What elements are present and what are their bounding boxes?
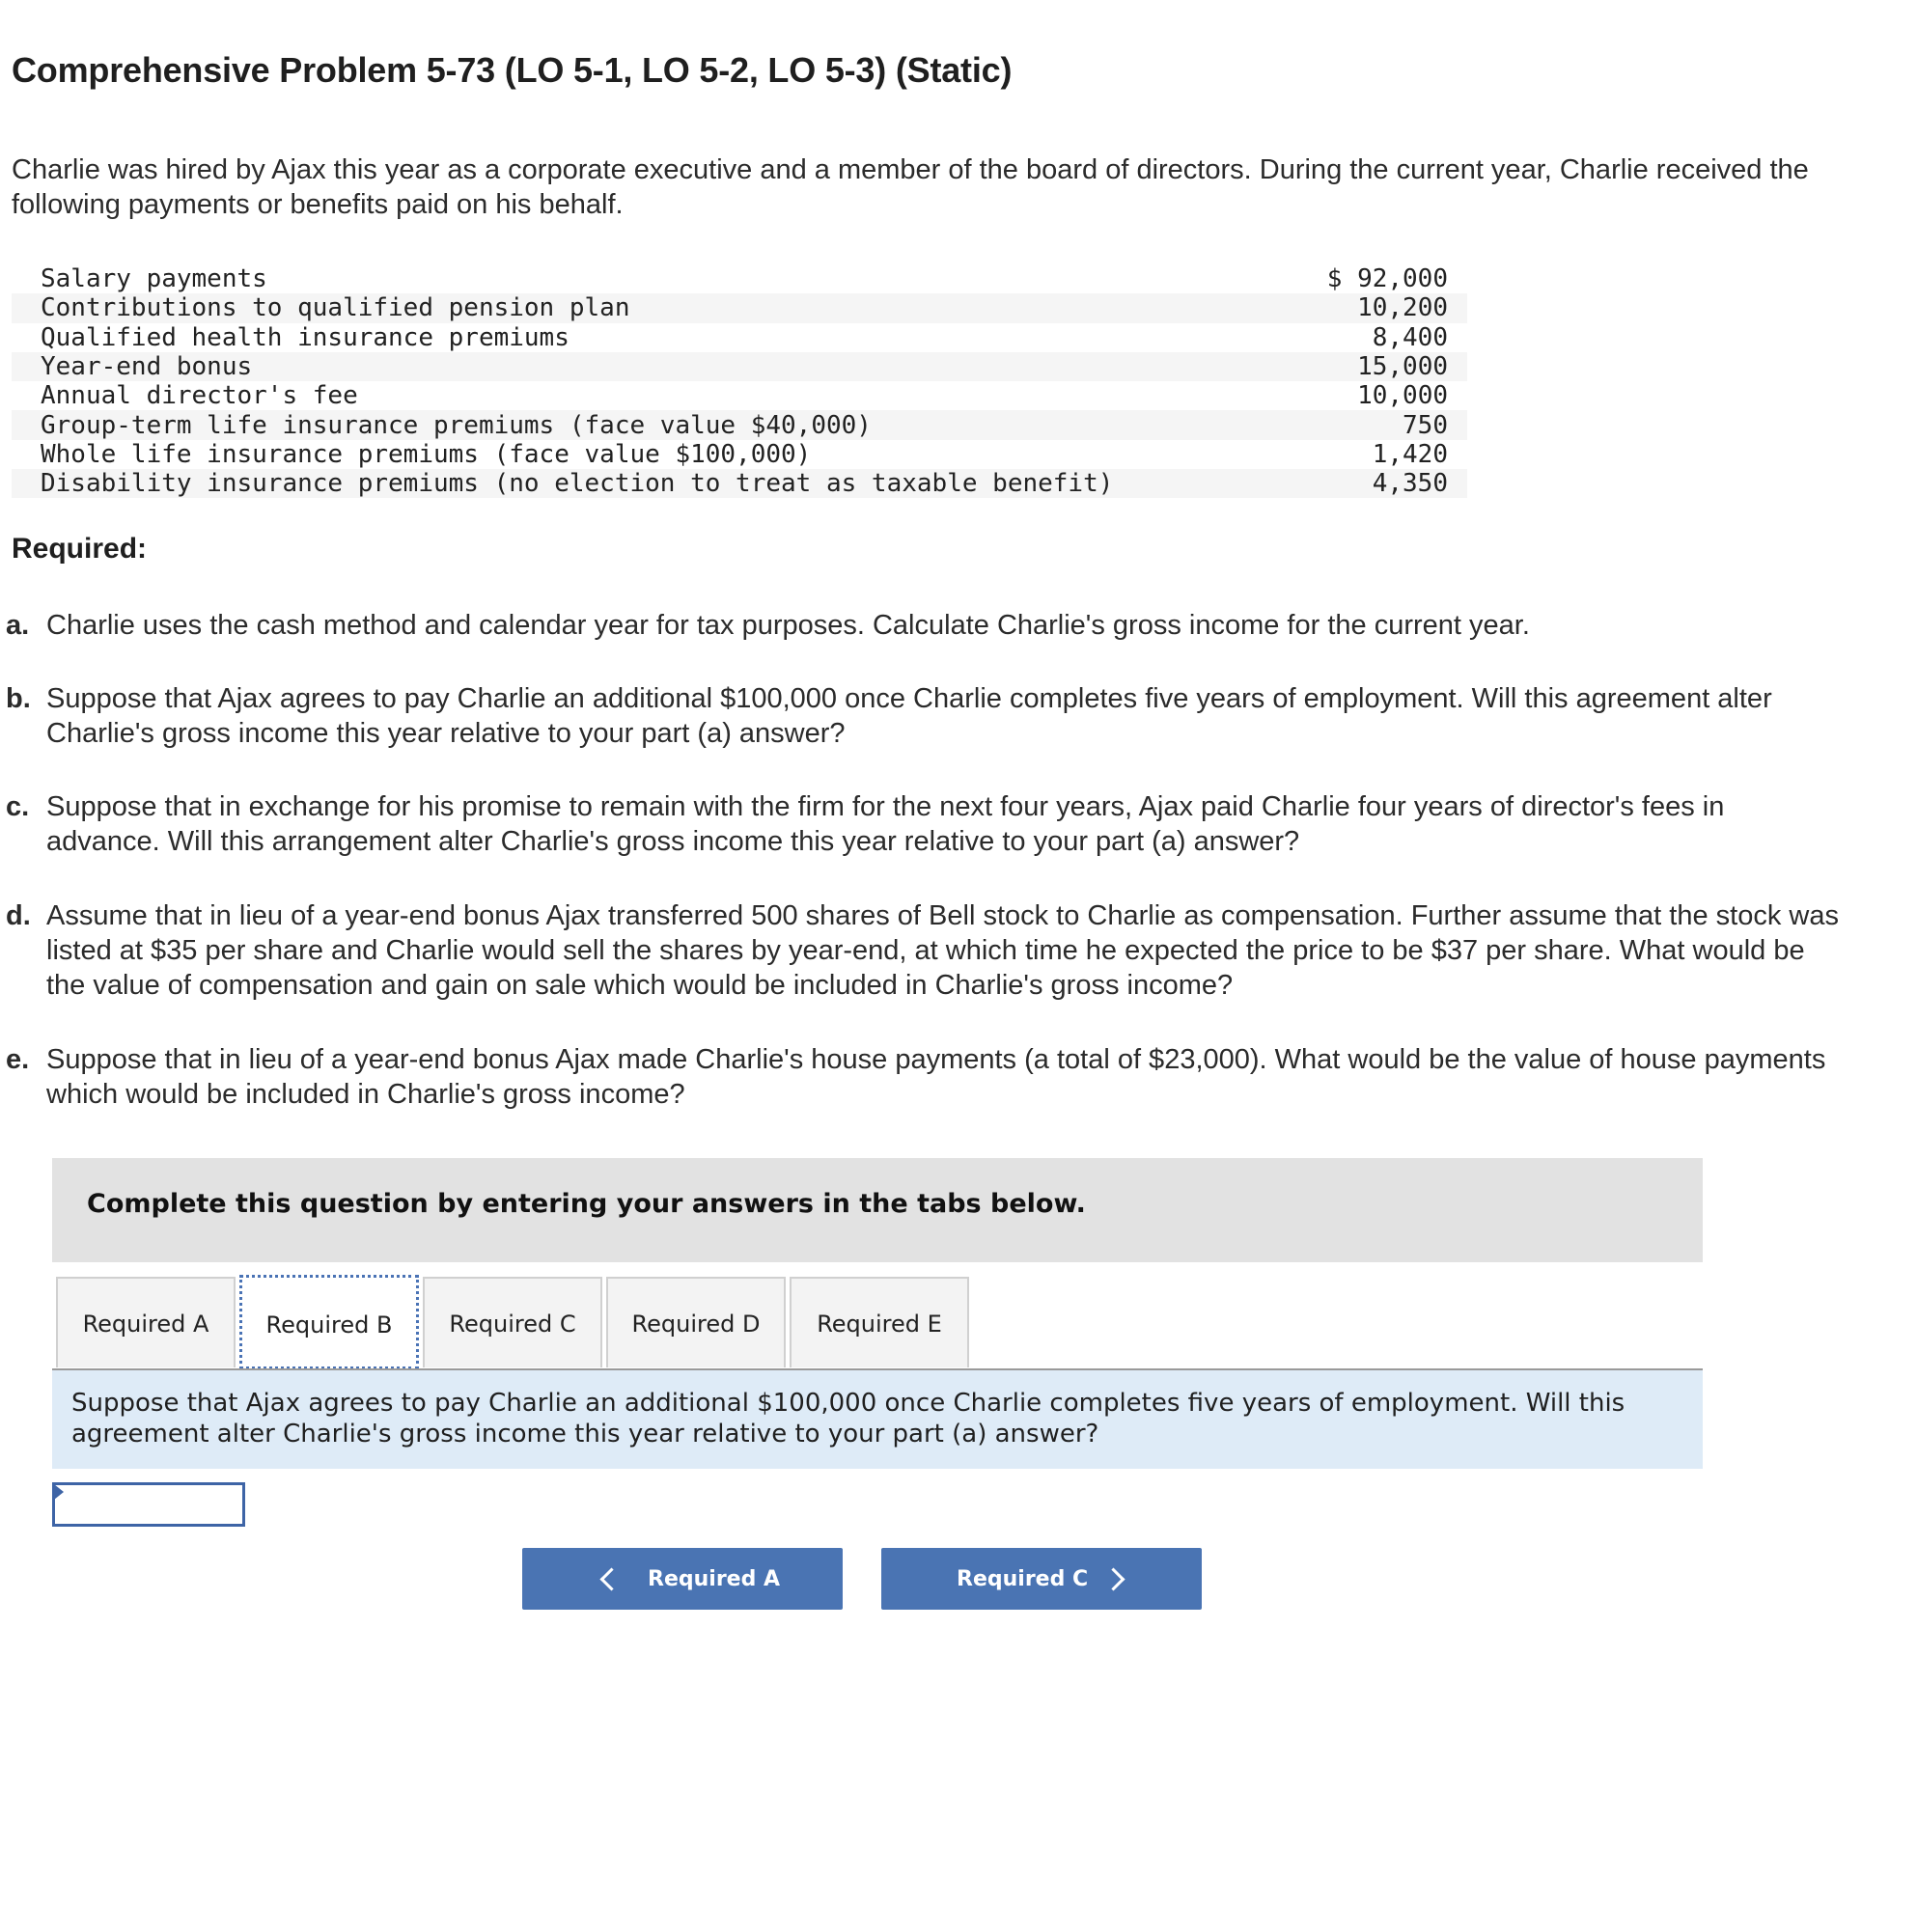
table-row [12,323,1467,352]
tab-required-c[interactable]: Required C [423,1277,602,1367]
tab-required-b[interactable]: Required B [239,1275,419,1369]
payment-amount: 4,350 [1197,469,1467,498]
next-button-label: Required C [957,1567,1089,1591]
answer-dropdown[interactable] [52,1482,245,1527]
payment-label: Salary payments [41,264,267,294]
instruction-banner [52,1158,1703,1262]
instruction-text: Complete this question by entering your answers in the tabs below. [87,1189,1086,1219]
payment-amount: 8,400 [1372,322,1448,352]
question-text: Suppose that in exchange for his promise to remain with the firm for the next four years, Ajax paid Charlie four years of director's fees in advance. Will this arrangement alter Charlie's gross income this year relative to your part (a) answer? [46,791,1725,857]
chevron-right-icon [1101,1567,1125,1590]
payment-label: Disability insurance premiums (no election to treat as taxable benefit) [12,469,1197,498]
table-row [12,440,1467,469]
table-row [12,381,1467,410]
question-text: Charlie uses the cash method and calendar year for tax purposes. Calculate Charlie's gross income for the current year. [46,610,1530,641]
question-b [6,681,1840,751]
payment-label: Year-end bonus [12,352,1197,381]
table-row [12,264,1467,293]
payment-label: Contributions to qualified pension plan [12,293,1197,322]
payment-amount: 10,200 [1197,293,1467,322]
question-letter: c. [6,791,30,822]
payments-table [12,264,1467,498]
question-letter: d. [6,900,31,931]
payment-label: Group-term life insurance premiums (face value $40,000) [12,410,1197,439]
panel-question-text: Suppose that Ajax agrees to pay Charlie an additional $100,000 once Charlie completes five years of employment. Will this agreement alter Charlie's gross income this year relative to your part (a) answer? [71,1389,1625,1449]
question-letter: e. [6,1044,30,1075]
payment-amount: 15,000 [1197,352,1467,381]
tab-required-e[interactable]: Required E [790,1277,969,1367]
question-c [6,789,1840,859]
question-d [6,898,1840,1003]
question-letter: a. [6,610,30,641]
question-text: Suppose that Ajax agrees to pay Charlie an additional $100,000 once Charlie completes five years of employment. Will this agreement alter Charlie's gross income this year relative to your part (a) answer? [46,683,1772,749]
problem-intro: Charlie was hired by Ajax this year as a corporate executive and a member of the board of directors. During the current year, Charlie received the following payments or benefits paid on his behalf. [12,154,1809,220]
payment-amount: 750 [1197,410,1467,439]
question-e [6,1042,1840,1112]
tab-required-d[interactable]: Required D [606,1277,786,1367]
payment-label: Whole life insurance premiums (face value $100,000) [41,439,812,469]
question-text: Suppose that in lieu of a year-end bonus Ajax made Charlie's house payments (a total of $23,000). What would be the value of house payments which would be included in Charlie's gross income? [46,1044,1826,1110]
table-row [12,410,1467,439]
question-a [6,608,1840,643]
payment-amount: $ 92,000 [1326,264,1448,294]
question-text: Assume that in lieu of a year-end bonus Ajax transferred 500 shares of Bell stock to Charlie as compensation. Further assume that the stock was listed at $35 per share and Charlie would sell the shares by year-end, at which time he expected the price to be $37 per share. What would be the value of compensation and gain on sale which would be included in Charlie's gross income? [46,900,1839,1001]
prev-button-label: Required A [648,1567,781,1591]
chevron-left-icon [599,1567,623,1590]
table-row [12,293,1467,322]
payment-amount: 1,420 [1372,439,1448,469]
tab-panel [52,1370,1703,1469]
question-letter: b. [6,683,31,714]
next-required-button[interactable] [881,1548,1202,1610]
payment-label: Qualified health insurance premiums [41,322,570,352]
prev-required-button[interactable] [522,1548,843,1610]
required-heading: Required: [12,533,148,565]
page-title: Comprehensive Problem 5-73 (LO 5-1, LO 5-2, LO 5-3) (Static) [12,50,1013,90]
table-row [12,352,1467,381]
payment-label: Annual director's fee [41,381,358,411]
input-marker-icon [54,1484,64,1500]
payment-amount: 10,000 [1357,381,1448,411]
table-row [12,469,1467,498]
tab-required-a[interactable]: Required A [56,1277,236,1367]
